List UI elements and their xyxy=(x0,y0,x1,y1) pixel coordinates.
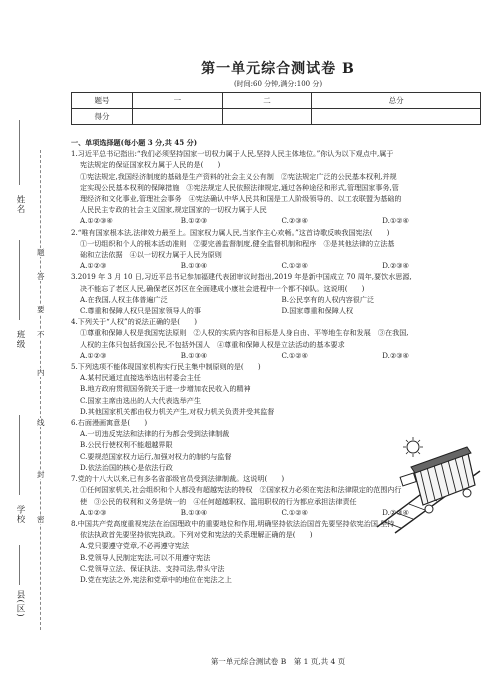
question-stem: 依法执政首先要坚持依宪执政。下列对党和宪法的关系理解正确的是( ) xyxy=(80,530,313,540)
page-footer: 第一单元综合测试卷 B 第 1 页,共 4 页 xyxy=(210,657,346,666)
score-input-cell[interactable] xyxy=(222,109,312,125)
option[interactable]: B.①③④ xyxy=(180,507,208,517)
option[interactable]: A.党只要遵守党章,不必再遵守宪法 xyxy=(80,541,189,551)
fold-char: 要 xyxy=(37,305,45,314)
fold-char: 不 xyxy=(37,330,45,339)
binding-sidebar xyxy=(0,0,62,673)
option[interactable]: C.①②④ xyxy=(281,507,309,517)
question-stem: 决不能忘了老区人民,确保老区苏区在全面建成小康社会进程中一个都不掉队。这说明( ) xyxy=(80,283,365,293)
class-label: 班级 xyxy=(15,330,25,349)
question-stem: 7.党的十八大以来,已有多名省部级官员受到法律制裁。这说明( ) xyxy=(71,474,285,484)
fold-char: 线 xyxy=(37,418,45,427)
score-input-cell[interactable] xyxy=(133,109,223,125)
options-row xyxy=(71,215,483,226)
score-cell: 得分 xyxy=(72,109,133,125)
option[interactable]: B.地方政府贯彻国务院关于进一步增加农民收入的精神 xyxy=(80,384,251,394)
option[interactable]: B.①②③ xyxy=(180,216,208,226)
option[interactable]: D.②③④ xyxy=(382,350,410,360)
name-line xyxy=(19,120,20,185)
statement-line: ①宪法规定,我国经济制度的基础是生产资料的社会主义公有制 ②宪法规定广泛的公民基本权利,并规 xyxy=(80,171,397,181)
option[interactable]: C.②③④ xyxy=(281,216,309,226)
fold-char: 答 xyxy=(37,272,45,281)
options-row xyxy=(71,294,483,305)
option[interactable]: C.①②④ xyxy=(281,350,309,360)
option[interactable]: B.①③④ xyxy=(180,261,208,271)
question-stem: 8.中国共产党高度重视宪法在治国理政中的重要地位和作用,明确坚持依法治国首先要坚持依宪治国,坚持 xyxy=(71,518,395,528)
option[interactable]: B.公民享有的人权内容很广泛 xyxy=(281,294,375,304)
options-row xyxy=(71,305,483,316)
option[interactable]: B.①③④ xyxy=(180,350,208,360)
score-cell: 二 xyxy=(222,93,312,109)
county-line xyxy=(19,545,20,585)
option[interactable]: A.①②③ xyxy=(80,350,107,360)
class-line xyxy=(19,240,20,320)
question-stem: 1.习近平总书记指出:“我们必须坚持国家一切权力属于人民,坚持人民主体地位。”你认为以下观点中,属于 xyxy=(71,149,394,159)
statement-line: ①一切组织和个人的根本活动准则 ②要完善监督制度,健全监督机制和程序 ③是其他法律的立法基 xyxy=(80,238,395,248)
options-row xyxy=(71,350,483,361)
statement-line: 人权的主体只包括我国公民,不包括外国人 ④尊重和保障人权是立法活动的基本要求 xyxy=(80,339,345,349)
question-stem: 5.下列选项不能体现国家机构实行民主集中制原则的是( ) xyxy=(71,362,261,372)
school-line xyxy=(19,415,20,495)
statement-line: 使 ③公民的权利和义务是统一的 ④任何超越职权、滥用职权的行为都应承担法律责任 xyxy=(80,496,357,506)
statement-line: 础和立法依据 ④以一切权力属于人民为原则 xyxy=(80,250,222,260)
option[interactable]: D.国家尊重和保障人权 xyxy=(281,306,354,316)
score-cell: 总分 xyxy=(312,93,481,109)
option[interactable]: B.党领导人民制定宪法,可以不用遵守宪法 xyxy=(80,552,211,562)
option[interactable]: C.①②④ xyxy=(281,261,309,271)
section-heading: 一、单项选择题(每小题 3 分,共 45 分) xyxy=(71,138,198,147)
page-title: 第一单元综合测试卷 B xyxy=(201,61,355,77)
score-cell: 题号 xyxy=(72,93,133,109)
option[interactable]: C.尊重和保障人权只是国家领导人的事 xyxy=(80,306,201,316)
statement-line: ①任何国家机关,社会组织和个人都没有超越宪法的特权 ②国家权力必须在宪法和法律限定的范围内行 xyxy=(80,485,402,495)
option[interactable]: A.某村民通过直接选举选出村委会主任 xyxy=(80,373,201,383)
county-label: 县(区) xyxy=(15,590,25,618)
fold-char: 内 xyxy=(37,368,45,377)
fold-char: 封 xyxy=(37,470,45,479)
page-subtitle: (时间:60 分钟,满分:100 分) xyxy=(233,80,323,88)
option[interactable]: A.①②③ xyxy=(80,507,107,517)
options-row xyxy=(71,260,483,271)
question-stem: 宪法规定的保证国家权力属于人民的是( ) xyxy=(80,160,221,170)
score-table-score-row xyxy=(72,109,481,125)
question-stem: 4.下列关于“人权”的说法正确的是( ) xyxy=(71,317,197,327)
question-stem: 2.“唯有国家根本法,法律效力最至上。国家权力属人民,当家作主心欢畅。”这首诗歌反映我国宪法( ) xyxy=(71,227,390,237)
cartoon-illustration xyxy=(375,435,485,535)
name-label: 姓名 xyxy=(15,195,25,214)
option[interactable]: D.①②④ xyxy=(382,216,410,226)
statement-line: 理经济和文化事业,管理社会事务 ④宪法确认中华人民共和国是工人阶级领导的、以工农联盟为基础的 xyxy=(80,194,402,204)
statement-line: 人民民主专政的社会主义国家,规定国家的一切权力属于人民 xyxy=(80,205,267,215)
fold-line xyxy=(40,150,41,630)
option[interactable]: A.①②③④ xyxy=(80,216,113,226)
score-cell: 一 xyxy=(133,93,223,109)
option[interactable]: A.在我国,人权主体普遍广泛 xyxy=(80,294,168,304)
option[interactable]: A.①②③ xyxy=(80,261,107,271)
question-stem: 6.右面漫画寓意是( ) xyxy=(71,418,148,428)
option[interactable]: D.②③④ xyxy=(382,261,410,271)
statement-line: ①尊重和保障人权是我国宪法原则 ②人权的实质内容和目标是人身自由、平等地生存和发展 ③在我国, xyxy=(80,328,409,338)
option[interactable]: D.其他国家机关都由权力机关产生,对权力机关负责并受其监督 xyxy=(80,406,275,416)
fold-char: 题 xyxy=(37,248,45,257)
option[interactable]: B.公民行使权利不能超越界限 xyxy=(80,440,173,450)
option[interactable]: C.要规范国家权力运行,加强对权力的制约与监督 xyxy=(80,451,232,461)
statement-line: 定实现公民基本权利的保障措施 ③宪法规定人民依照法律规定,通过各种途径和形式,管理国家事务,管 xyxy=(80,182,399,192)
option[interactable]: D.党在宪法之外,宪法和党章中的地位在宪法之上 xyxy=(80,574,232,584)
option[interactable]: D.依法治国的核心是依法行政 xyxy=(80,462,173,472)
option[interactable]: A.一切违反宪法和法律的行为都会受到法律制裁 xyxy=(80,429,230,439)
school-label: 学校 xyxy=(15,505,25,524)
option[interactable]: C.党领导立法、保证执法、支持司法,带头守法 xyxy=(80,563,225,573)
score-input-cell[interactable] xyxy=(312,109,481,125)
fold-char: 密 xyxy=(37,515,45,524)
question-stem: 3.2019 年 3 月 10 日,习近平总书记参加福建代表团审议时指出,2019 年是新中国成立 70 周年,要饮水思源, xyxy=(71,272,412,282)
option[interactable]: D.②③④ xyxy=(382,507,410,517)
score-table xyxy=(71,92,481,125)
option[interactable]: C.国家主席由选出的人大代表选举产生 xyxy=(80,395,201,405)
score-table-header-row xyxy=(72,93,481,109)
